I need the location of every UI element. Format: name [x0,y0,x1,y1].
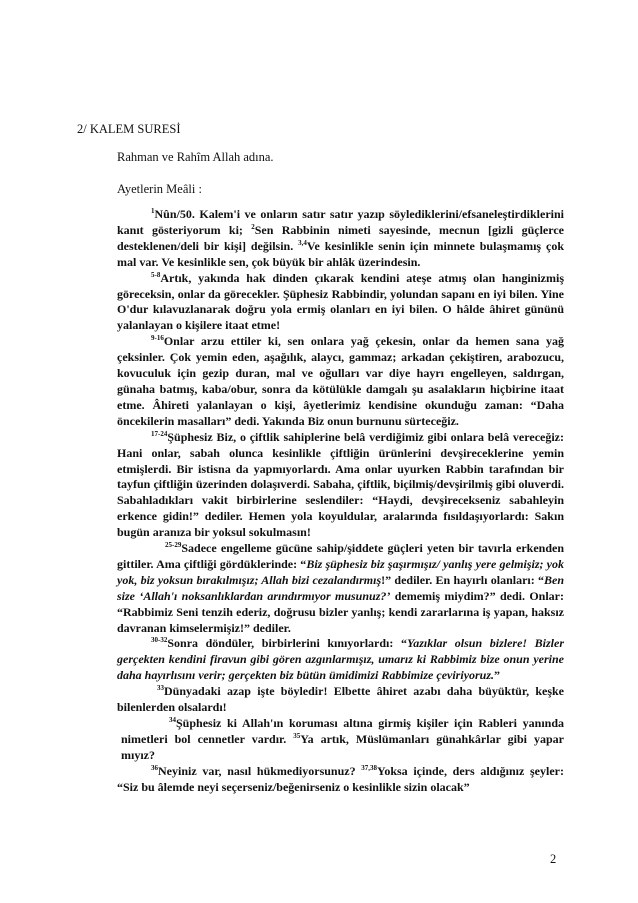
verse-ref: 36 [151,763,158,772]
verse-ref: 17-24 [151,429,168,438]
verse-ref: 37,38 [361,763,377,772]
verse-paragraph: $^{34}$Şüphesiz ki Allah'ın koruması altına girmiş kişiler için Rableri yanında nimetleri bol cennetler vardır. $^{35}$Ya artık, Müslümanları günahkârlar gibi yapar mıyız? [121,716,564,762]
verse-paragraph: $^{5-8}$Artık, yakında hak dinden çıkarak kendini ateşe atmış olan hanginizmiş göreceksin, onlar da görecekler. Şüphesiz Rabbindir, yolundan sapanı en iyi bilen. Yine O'dur kılavuzlanarak doğru yola ermiş olanları en iyi bilen. O hâlde âhiret gününü yalanlayan o kişilere itaat etme! [117,270,564,333]
verse-ref: 1 [151,207,155,215]
verse-ref: 34 [169,716,176,724]
verse-paragraph: $^{36}$Neyiniz var, nasıl hükmediyorsunuz? $^{37,38}$Yoksa içinde, ders aldığınız şeyler: “Siz bu âlemde neyi seçerseniz/beğenirseniz o kesinlikle sizin olacak” [117,763,564,794]
verse-ref: 25-29 [165,541,182,550]
verse-ref: 33 [157,684,164,693]
basmala-line: Rahman ve Rahîm Allah adına. [117,150,274,164]
verse-paragraph: $^{33}$Dünyadaki azap işte böyledir! Elbette âhiret azabı daha büyüktür, keşke bilenlerden olsalardı! [117,684,564,715]
verse-ref: 3,4 [298,238,307,247]
verse-paragraph: $^{30-32}$Sonra döndüler, birbirlerini kınıyorlardı: “Yazıklar olsun bizlere! Bizler gerçekten kendini firavun gibi gören azgınlarmışız, umarız ki Rabbimiz bize onun yerine daha hayırlısını verir; gerçekten biz bütün ümidimizi Rabbimize çeviriyoruz.” [117,636,564,683]
verse-ref: 35 [293,731,301,740]
verse-ref: 9-16 [151,334,164,343]
page-number: 2 [550,852,557,866]
verse-paragraph: $^{25-29}$Sadece engelleme gücüne sahip/şiddete güçleri yeten bir tavırla erkenden gittiler. Ama çiftliği gördüklerinde: “Biz şüphesiz biz şaşırmışız/ yanlış yere gelmişiz; yok yok, biz yoksun bırakılmışız; Allah bizi cezalandırmış!” dediler. En hayırlı olanları: “Ben size ‘Allah'ı noksanlıklardan arındırmıyor musunuz?’ dememiş miydim?” dedi. Onlar: “Rabbimiz Seni tenzih ederiz, doğrusu bizler yanlış; kendi zararlarına iş yapan, haksız davranan kimselermişiz!” dediler. [117,541,565,635]
section-heading: 2/ KALEM SURESİ [77,122,181,136]
verse-ref: 30-32 [151,636,168,645]
meali-label: Ayetlerin Meâli : [117,182,202,196]
verse-paragraph: $^{17-24}$Şüphesiz Biz, o çiftlik sahiplerine belâ verdiğimiz gibi onlara belâ vereceğiz: Hani onlar, sabah olunca kesinlikle çiftliğin ürünlerini devşireceklerine yemin etmişlerdi. Bir istisna da yapmıyorlardı. Ama onlar uyurken Rabbin tarafından bir tayfun çiftliğin üzerinden dolaşıverdi. Sabaha, çiftlik, biçilmiş/devşirilmiş gibi oluverdi. Sabahladıkları vakit birbirlerine seslendiler: “Haydi, devşirecekseniz sabahleyin erkence gidin!” dediler. Hemen yola koyuldular, aralarında fısıldaşıyorlardı: Sakın bugün aranıza bir yoksul sokulmasın! [117,429,564,540]
verse-paragraph: $^1$Nûn/50. Kalem'i ve onların satır satır yazıp söylediklerini/efsaneleştirdiklerini kanıt gösteriyorum ki; $^2$Sen Rabbinin nimeti sayesinde, mecnun [gizli güçlerce desteklenen/deli bir kişi] değilsin. $^{3,4}$Ve kesinlikle senin için minnete bulaşmamış çok mal var. Ve kesinlikle sen, çok büyük bir ahlâk üzerindesin. [117,207,564,269]
verse-paragraph: $^{9-16}$Onlar arzu ettiler ki, sen onlara yağ çekesin, onlar da hemen sana yağ çeksinler. Çok yemin eden, aşağılık, alaycı, gammaz; arkadan çekiştiren, arabozucu, kovuculuk için gezip duran, mal ve oğulları var diye hayrı engelleyen, saldırgan, günaha batmış, kaba/obur, sonra da kötülükle damgalı şu asalakların hiçbirine itaat etme. Âhireti yalanlayan o kişi, âyetlerimiz kendisine okunduğu zaman: “Daha öncekilerin masalları” dedi. Yakında Biz onun burnunu sürteceğiz. [117,334,564,428]
verse-ref: 2 [251,222,255,231]
verse-translation-body [117,207,564,796]
verse-ref: 5-8 [151,270,161,279]
